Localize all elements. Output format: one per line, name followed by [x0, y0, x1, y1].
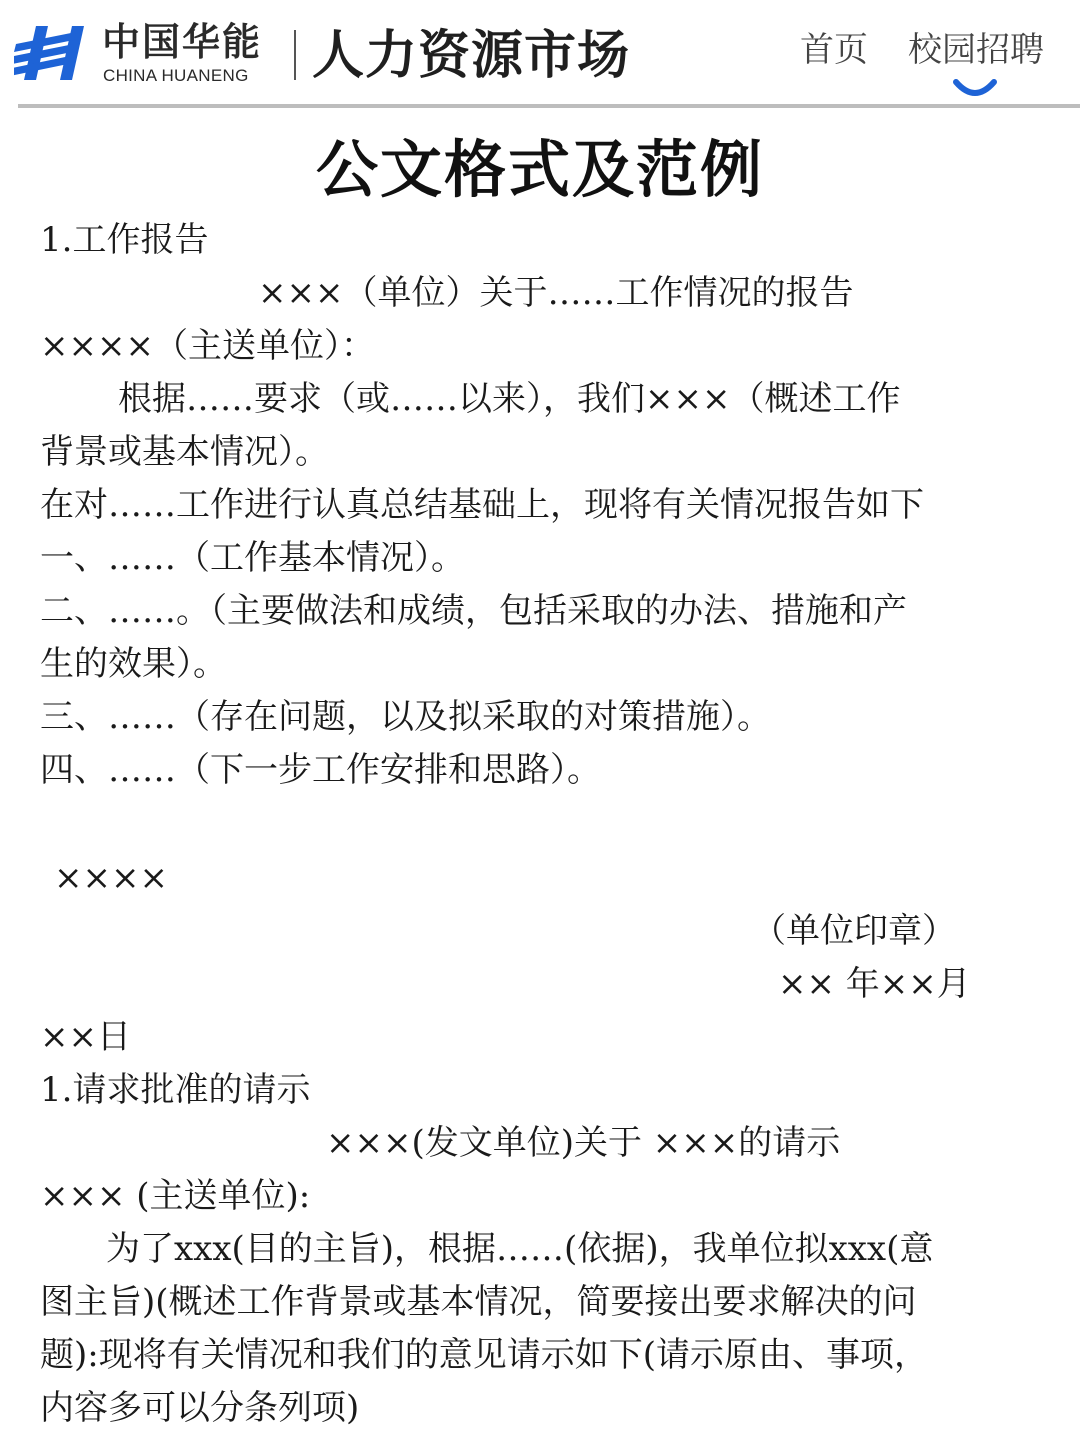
report-body-line: 在对……工作进行认真总结基础上，现将有关情况报告如下	[40, 485, 924, 525]
section-heading-request: 1.请求批准的请示	[40, 1070, 311, 1110]
report-item-line: 三、……（存在问题，以及拟采取的对策措施）。	[40, 697, 771, 737]
site-header	[0, 0, 1080, 108]
report-item-line: 一、……（工作基本情况）。	[40, 538, 465, 578]
active-tab-indicator-icon	[952, 78, 998, 100]
request-recipient-line: ××× (主送单位):	[40, 1176, 311, 1216]
nav-home-link[interactable]: 首页	[800, 30, 868, 70]
brand-name-en: CHINA HUANENG	[103, 66, 249, 85]
request-body-line: 题):现将有关情况和我们的意见请示如下(请示原由、事项，	[40, 1335, 928, 1375]
request-body-line: 为了xxx(目的主旨)，根据……(依据)，我单位拟xxx(意	[106, 1229, 934, 1269]
header-divider	[18, 104, 1080, 108]
report-item-line: 二、……。（主要做法和成绩，包括采取的办法、措施和产	[40, 591, 907, 631]
request-title-line: ×××(发文单位)关于 ×××的请示	[326, 1123, 841, 1163]
huaneng-logo-icon[interactable]	[14, 24, 88, 82]
nav-campus-recruitment-link[interactable]: 校园招聘	[908, 30, 1044, 70]
report-item-line: 生的效果）。	[40, 644, 227, 684]
brand-divider	[294, 30, 296, 80]
report-title-line: ×××（单位）关于……工作情况的报告	[258, 273, 854, 313]
brand-name-cn: 中国华能	[102, 20, 263, 64]
report-seal-line: （单位印章）	[752, 911, 956, 951]
request-body-line: 图主旨)(概述工作背景或基本情况，简要接出要求解决的问	[40, 1282, 917, 1322]
report-date-line: ××日	[40, 1017, 131, 1057]
request-body-line: 内容多可以分条列项)	[40, 1388, 360, 1428]
section-heading-work-report: 1.工作报告	[40, 220, 209, 260]
report-body-line: 根据……要求（或……以来），我们×××（概述工作	[118, 379, 901, 419]
site-name: 人力资源市场	[312, 26, 631, 86]
report-item-line: 四、……（下一步工作安排和思路）。	[40, 750, 601, 790]
report-date-line: ×× 年××月	[778, 964, 971, 1004]
report-recipient-line: ××××（主送单位）：	[40, 326, 375, 366]
report-body-line: 背景或基本情况）。	[40, 432, 329, 472]
document-title: 公文格式及范例	[315, 133, 764, 206]
report-signature-line: ××××	[54, 858, 168, 898]
